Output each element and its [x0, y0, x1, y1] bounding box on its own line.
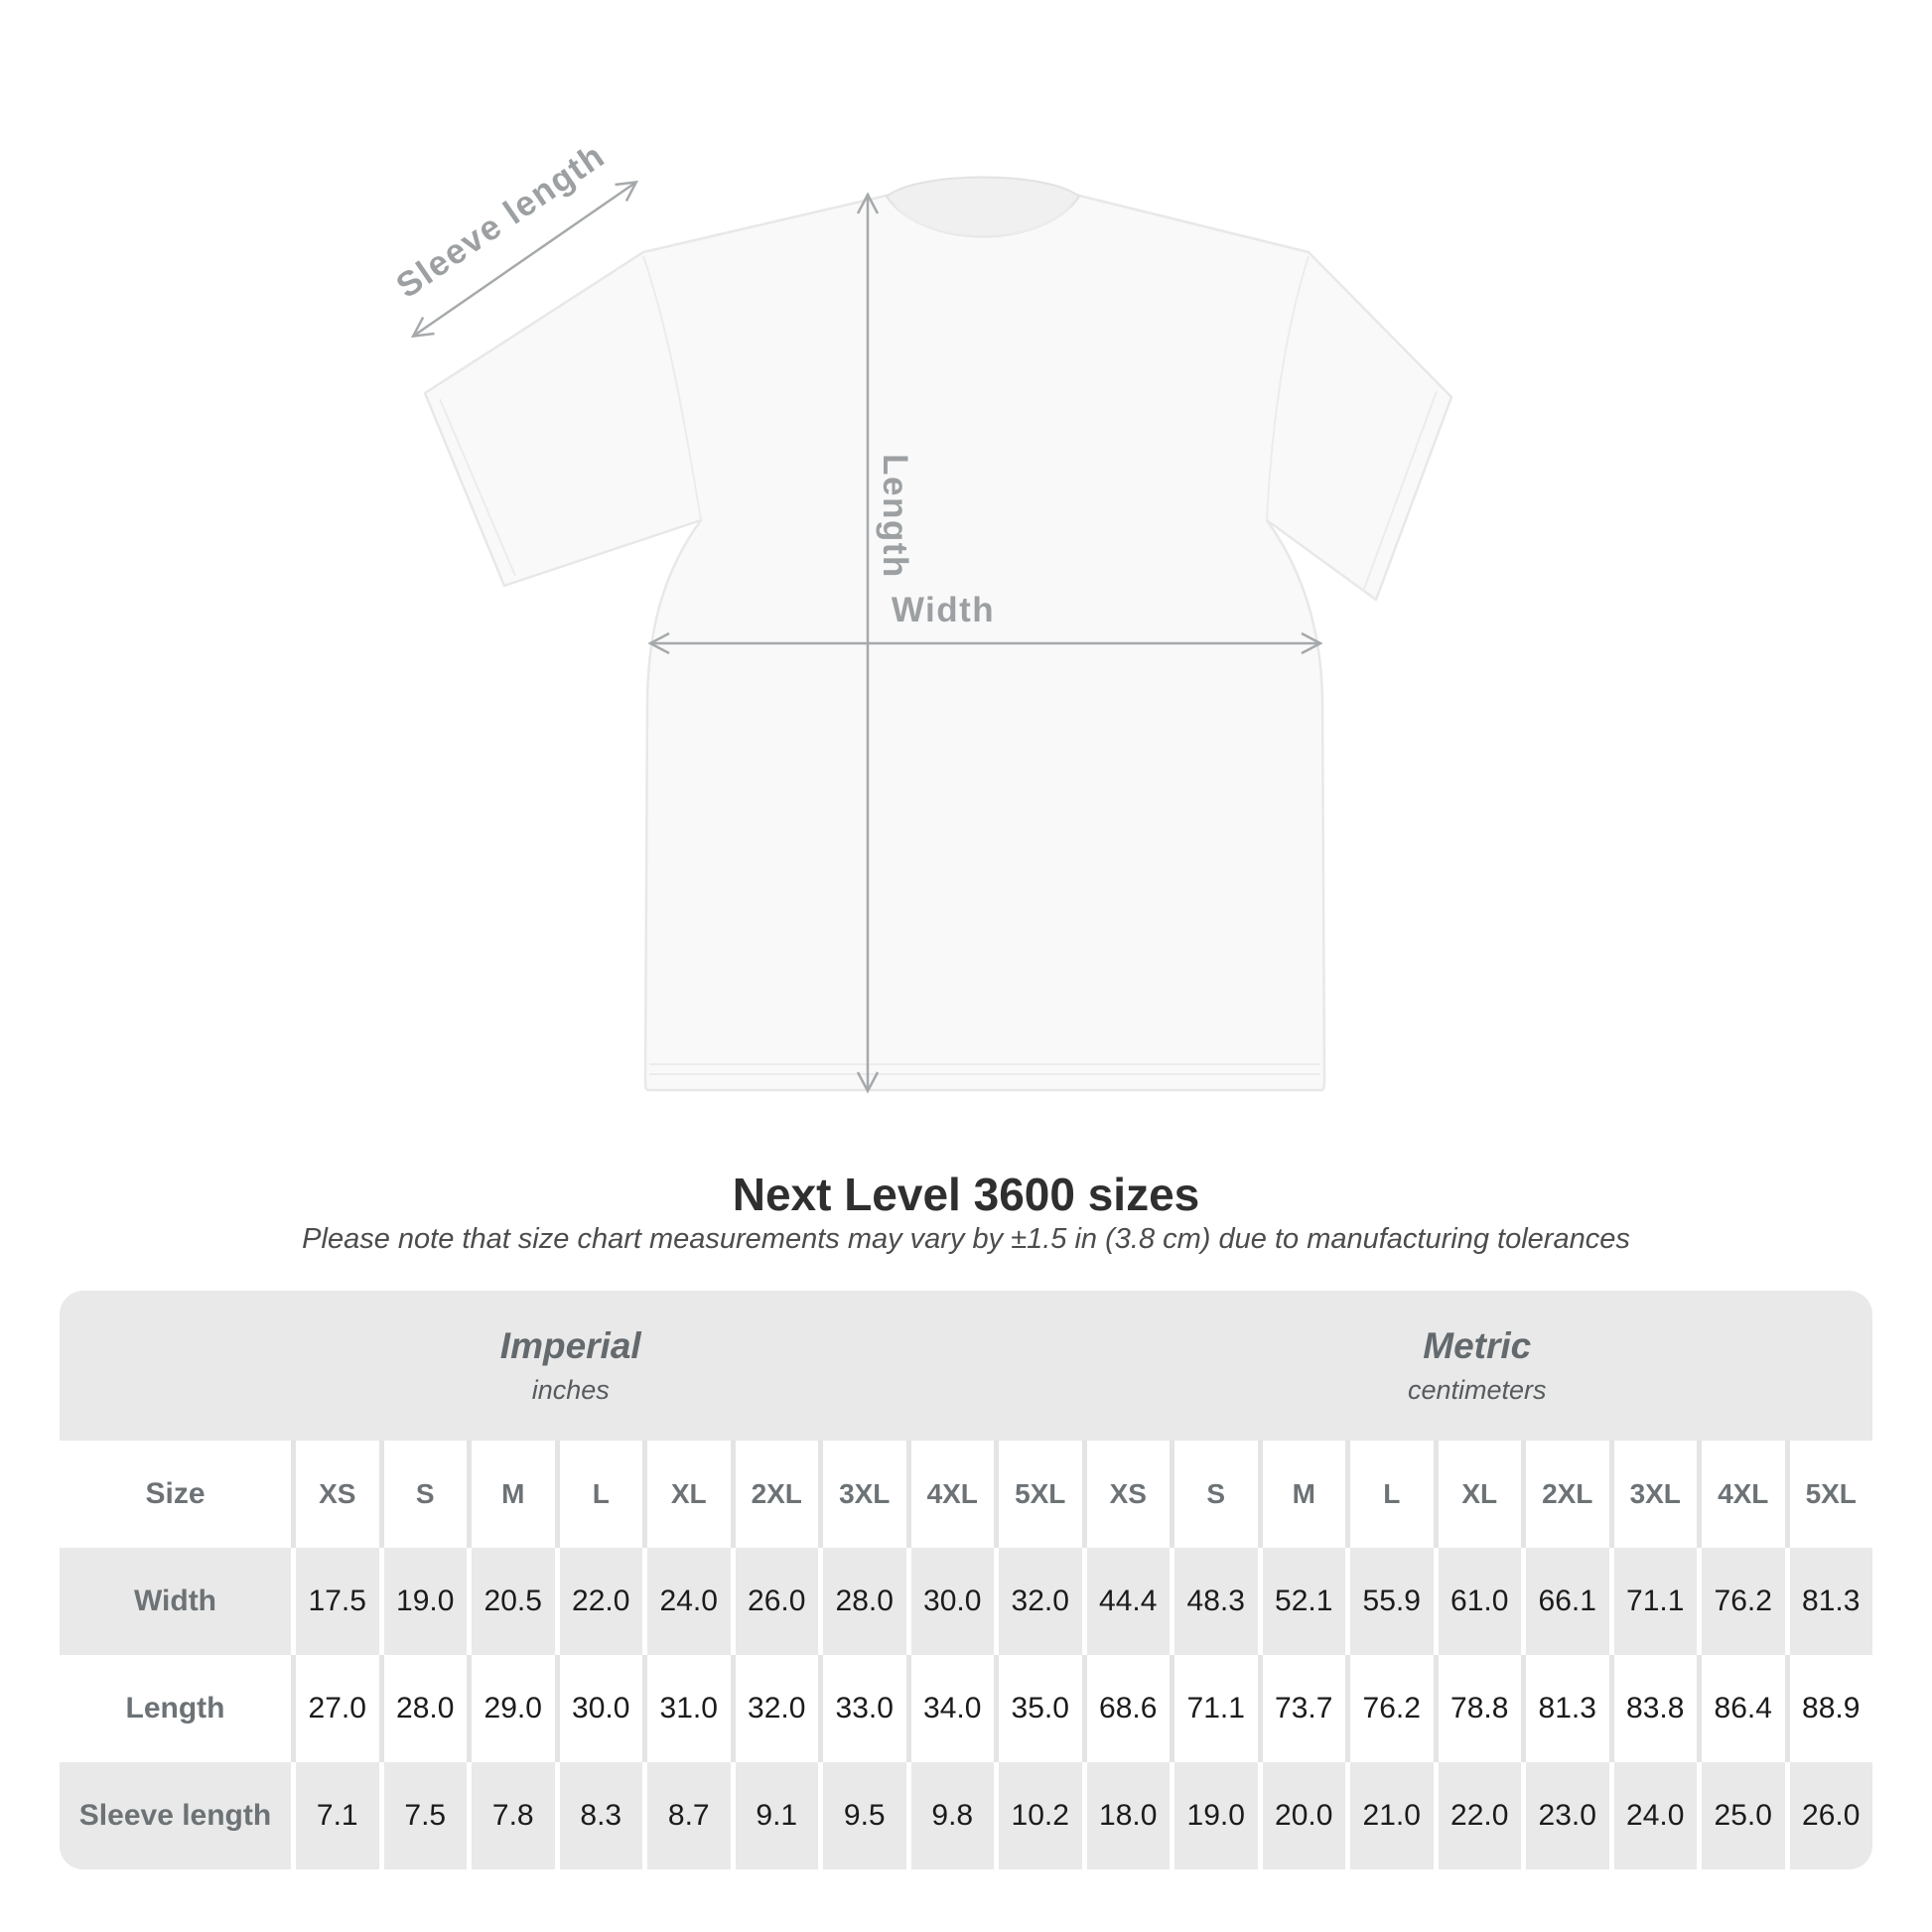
value-cell: 7.8: [467, 1762, 555, 1869]
value-cell: 27.0: [291, 1655, 379, 1762]
size-col-header: XS: [1082, 1441, 1171, 1548]
size-col-header: M: [467, 1441, 555, 1548]
unit-header-band: [60, 1291, 1872, 1441]
value-cell: 71.1: [1170, 1655, 1258, 1762]
size-col-header: 3XL: [1609, 1441, 1698, 1548]
value-cell: 81.3: [1785, 1548, 1873, 1655]
page-subtitle: Please note that size chart measurements may vary by ±1.5 in (3.8 cm) due to manufacturing tolerances: [302, 1223, 1630, 1255]
size-col-header: L: [555, 1441, 643, 1548]
table-row: [60, 1762, 1872, 1869]
value-cell: 26.0: [731, 1548, 819, 1655]
value-cell: 9.1: [731, 1762, 819, 1869]
value-cell: 88.9: [1785, 1655, 1873, 1762]
value-cell: 19.0: [1170, 1762, 1258, 1869]
value-cell: 17.5: [291, 1548, 379, 1655]
value-cell: 48.3: [1170, 1548, 1258, 1655]
size-column-label: Size: [60, 1441, 291, 1548]
row-label: Width: [60, 1548, 291, 1655]
value-cell: 22.0: [555, 1548, 643, 1655]
size-grid: [60, 1441, 1872, 1869]
value-cell: 55.9: [1345, 1548, 1434, 1655]
value-cell: 28.0: [818, 1548, 906, 1655]
value-cell: 7.1: [291, 1762, 379, 1869]
value-cell: 76.2: [1345, 1655, 1434, 1762]
size-chart-table: [60, 1291, 1872, 1869]
size-col-header: 2XL: [731, 1441, 819, 1548]
value-cell: 21.0: [1345, 1762, 1434, 1869]
imperial-header: [60, 1291, 1082, 1441]
table-row: [60, 1441, 1872, 1548]
size-col-header: L: [1345, 1441, 1434, 1548]
value-cell: 10.2: [994, 1762, 1082, 1869]
value-cell: 71.1: [1609, 1548, 1698, 1655]
value-cell: 8.3: [555, 1762, 643, 1869]
value-cell: 73.7: [1258, 1655, 1346, 1762]
row-label: Length: [60, 1655, 291, 1762]
page-title: Next Level 3600 sizes: [732, 1169, 1200, 1220]
size-col-header: 5XL: [1785, 1441, 1873, 1548]
value-cell: 31.0: [642, 1655, 731, 1762]
value-cell: 30.0: [555, 1655, 643, 1762]
value-cell: 86.4: [1697, 1655, 1785, 1762]
sleeve-length-label: Sleeve length: [389, 135, 613, 306]
metric-title: Metric: [1423, 1325, 1532, 1366]
size-col-header: S: [379, 1441, 468, 1548]
size-col-header: XL: [1434, 1441, 1522, 1548]
value-cell: 9.5: [818, 1762, 906, 1869]
size-col-header: 4XL: [906, 1441, 995, 1548]
metric-header: [1082, 1291, 1873, 1441]
value-cell: 19.0: [379, 1548, 468, 1655]
value-cell: 20.5: [467, 1548, 555, 1655]
value-cell: 22.0: [1434, 1762, 1522, 1869]
table-row: [60, 1548, 1872, 1655]
value-cell: 44.4: [1082, 1548, 1171, 1655]
size-col-header: 3XL: [818, 1441, 906, 1548]
size-col-header: M: [1258, 1441, 1346, 1548]
value-cell: 30.0: [906, 1548, 995, 1655]
value-cell: 24.0: [1609, 1762, 1698, 1869]
value-cell: 23.0: [1521, 1762, 1609, 1869]
value-cell: 26.0: [1785, 1762, 1873, 1869]
value-cell: 25.0: [1697, 1762, 1785, 1869]
value-cell: 78.8: [1434, 1655, 1522, 1762]
value-cell: 81.3: [1521, 1655, 1609, 1762]
value-cell: 33.0: [818, 1655, 906, 1762]
value-cell: 61.0: [1434, 1548, 1522, 1655]
value-cell: 24.0: [642, 1548, 731, 1655]
value-cell: 35.0: [994, 1655, 1082, 1762]
tshirt-graphic: [425, 178, 1451, 1091]
metric-unit: centimeters: [1407, 1375, 1547, 1405]
value-cell: 76.2: [1697, 1548, 1785, 1655]
size-col-header: 4XL: [1697, 1441, 1785, 1548]
value-cell: 18.0: [1082, 1762, 1171, 1869]
width-label: Width: [891, 591, 996, 629]
imperial-unit: inches: [531, 1375, 610, 1405]
value-cell: 32.0: [731, 1655, 819, 1762]
value-cell: 68.6: [1082, 1655, 1171, 1762]
value-cell: 7.5: [379, 1762, 468, 1869]
value-cell: 20.0: [1258, 1762, 1346, 1869]
value-cell: 32.0: [994, 1548, 1082, 1655]
row-label: Sleeve length: [60, 1762, 291, 1869]
value-cell: 28.0: [379, 1655, 468, 1762]
size-col-header: XL: [642, 1441, 731, 1548]
value-cell: 8.7: [642, 1762, 731, 1869]
size-col-header: XS: [291, 1441, 379, 1548]
size-col-header: S: [1170, 1441, 1258, 1548]
length-label: Length: [876, 454, 914, 579]
value-cell: 83.8: [1609, 1655, 1698, 1762]
value-cell: 52.1: [1258, 1548, 1346, 1655]
table-row: [60, 1655, 1872, 1762]
size-col-header: 5XL: [994, 1441, 1082, 1548]
size-col-header: 2XL: [1521, 1441, 1609, 1548]
value-cell: 29.0: [467, 1655, 555, 1762]
value-cell: 9.8: [906, 1762, 995, 1869]
value-cell: 34.0: [906, 1655, 995, 1762]
imperial-title: Imperial: [499, 1325, 641, 1366]
value-cell: 66.1: [1521, 1548, 1609, 1655]
